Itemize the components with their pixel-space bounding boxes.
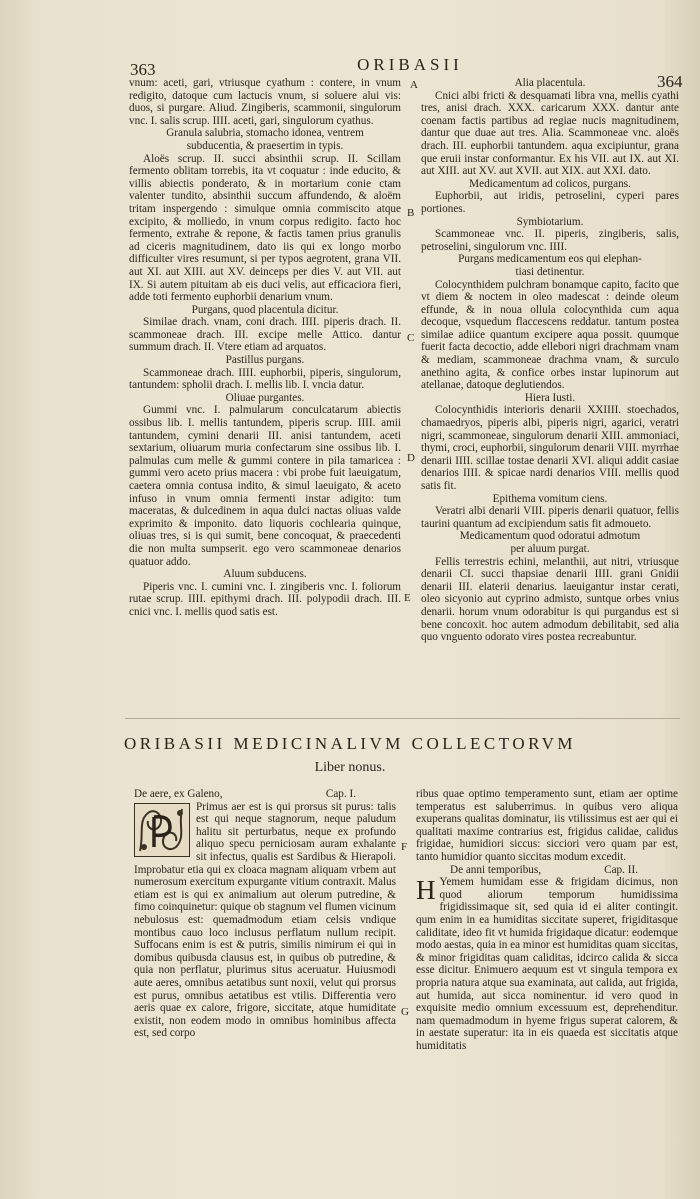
section-heading: subducentia, & praesertim in typis. (186, 139, 344, 152)
section-heading: Aluum subducens. (223, 568, 307, 581)
chapter-heading (134, 788, 396, 801)
chapter-1 (134, 788, 396, 1040)
margin-letter: B (407, 207, 415, 219)
margin-letter: C (407, 332, 415, 344)
section-heading: Granula salubria, stomacho idonea, ventrem (166, 127, 364, 140)
margin-letter: F (401, 841, 408, 853)
paragraph: Euphorbii, aut iridis, petroselini, cyperi pares portiones. (421, 190, 679, 215)
chapter-heading-number: Cap. II. (604, 863, 638, 876)
left-column (129, 77, 401, 619)
right-column (421, 77, 679, 644)
paragraph: Aloës scrup. II. succi absinthii scrup. II. Scillam fermento oblitam torrebis, ita vt coquatur : inde educito, & villis abiectis ponderato, & in mortarium conie ctam valenter tundito, absinthii succum affundendo, & aloëm tritam inspergendo : simulque omnia commiscito atque excipito, & molliedo, in vnum corpus redigito. facto hoc fermento, extrahe & repone, & factis tamen prius granulis ad ciceris magnitudinem, dato iis qui ex longo morbo difficulter vires resumunt, si per typos aegrotent, grana VII. aut XI. aut XIII. aut XV. deinceps per dies V. aut VII. aut IX. Si autem pituitam ab eis duci velis, aut efficaciora fieri, adde toti fermento euphorbii denarium vnum. (129, 152, 401, 304)
page-number-right: 364 (657, 72, 683, 91)
paragraph: Primus aer est is qui prorsus sit purus: talis est qui neque stagnorum, neque paludum halitu sit perturbatus, neque ex profundo aliquo specu perniciosam auram exhalante sit infectus, qualis est Sardibus & Hierapoli. Improbatur etia qui ex cloaca magnam aliquam vrbem aut numerosum exercitum expurgante vitium contraxit. Malus etiam est is qui ex animalium aut olerum putredine, & fimo coinquinetur: quique ob stagnum vel flumen vicinum nebulosus est: quemadmodum etiam celsis vndique montibus cauo loco inclusus perflatum nullum recipit. Suffocans enim is est & putris, similis nimirum ei qui in domibus quibusda clausus est, in quibus ob putredine, & quia non perflatur, plurimus situs aceruatur. Huiusmodi aute aeres, omnibus aetatibus sunt noxii, velut qui prorsus est purus, omnibus aetatibus est vtilis. Differentia vero aeris quae ex calore, frigore, siccitate, atque humiditate existit, non eodem modo in omnibus hominibus affecta est, sed corpo (134, 800, 396, 1040)
paragraph: Yemem humidam esse & frigidam dicimus, non quod aliorum temporum humidissima frigidissimaque sit, sed quia id ei aliter contingit. qum enim in ea humiditas siccitate superet, frigiditasque caliditate, ideo fit vt humida frigidaque dicatur: eodemque modo aestas, quia in ea minor est humiditas quam siccitas, & minor frigiditas quam caliditas, idcirco calida & sicca esse dicitur. Enimuero aequum est vt singula tempora ex propria natura atque sua examinata, aut calida, aut frigida, aut humida, aut sicca nominentur. id vero quod in exquisite medio omnium excessuum est, deprehenditur. nam quemadmodum in hyeme frigus superat calorem, & in aestate superatur: ita in eis quaeda est siccitatis atque humiditatis (416, 876, 678, 1052)
paragraph: Scammoneae drach. IIII. euphorbii, piperis, singulorum, tantundem: spholii drach. I. mellis lib. I. vncia datur. (129, 366, 401, 392)
running-title: ORIBASII (357, 55, 463, 74)
margin-letter: D (407, 452, 415, 464)
book-title: ORIBASII MEDICINALIVM COLLECTORVM (124, 734, 576, 753)
section-heading: Epithema vomitum ciens. (492, 492, 608, 505)
chapter-heading-number: Cap. I. (325, 788, 356, 800)
section-heading: Purgans, quod placentula dicitur. (191, 303, 339, 316)
section-heading: Pastillus purgans. (225, 354, 305, 367)
chapter-heading (416, 864, 678, 877)
paragraph: Cnici albi fricti & desquamati libra vna, mellis cyathi tres, anisi drach. XXX. caricarum XXX. dantur ante coenam factis partibus ad regiae nucis magnitudinem, dantur que duae aut tres. Alia. Scammoneae vnc. aloës drach. III. euphorbii tantundem. aqua excipiuntur, grana que eruii instar conformantur. Ex his VII. aut IX. aut XI. aut XIII. aut XV. aut XVII. aut XIX. aut XXI. dato. (421, 89, 679, 178)
paragraph: Colocynthidem pulchram bonamque capito, facito que vt diem & noctem in oleo madescat : deinde oleum effunde, & in noua ollula colocynthida cum aqua decoque, vsquedum flaccescens reddatur. tantum postea similae adiice quantum excipere aqua possit. quumque fuerit facta decoctio, adde ellebori nigri drachmam vnam & mediam, scammoneae drachma vnam, & surculo anethino agita, & confice orbes instar lupinorum aut atellanae, datoque deglutiendos. (421, 278, 679, 392)
book-subtitle: Liber nonus. (314, 760, 386, 775)
section-heading: per aluum purgat. (510, 542, 590, 555)
page-number-left: 363 (130, 60, 156, 79)
margin-letter: G (401, 1006, 409, 1018)
section-heading: Hiera Iusti. (524, 391, 576, 404)
drop-initial: H (416, 875, 436, 906)
section-heading: Medicamentum ad colicos, purgans. (469, 177, 631, 190)
decorated-initial-p (134, 803, 190, 857)
divider (125, 718, 680, 719)
paragraph: Piperis vnc. I. cumini vnc. I. zingiberis vnc. I. foliorum rutae scrup. IIII. epithymi drach. III. polypodii drach. III. cnici vnc. I. mellis quod satis est. (129, 580, 401, 618)
paragraph: Scammoneae vnc. II. piperis, zingiberis, salis, petroselini, singulorum vnc. IIII. (421, 228, 679, 253)
chapter-2 (416, 788, 678, 1052)
section-heading: Symbiotarium. (516, 215, 584, 228)
paragraph: Similae drach. vnam, coni drach. IIII. piperis drach. II. scammoneae drach. III. excipe melle Attico. dantur summum drach. II. Vtere etiam ad arquatos. (129, 316, 401, 354)
margin-letter: A (410, 79, 418, 91)
section-heading: Oliuae purgantes. (225, 391, 305, 404)
paragraph: Gummi vnc. I. palmularum conculcatarum abiectis ossibus lib. I. mellis tantundem, piperis scrup. IIII. amii tantundem, cymini denarii III. anisi tantundem, aceti sextarium, oliuarum muria confectarum sine ossibus lib. I. palmulas cum melle & gummi contere in pila tamaricea : gummi vero aceto prius macera : vbi probe fuit laeuigatum, caetera omnia contusa indito, & simul laeuigato, & aceto infuso in vnum omnia fermenti instar adigito: tum maceratas, & dulcedinem in aqua dulci nactas oliuas valde exprimito & imponito. dato liquoris cochlearia quinque, oliuas tres, si is qui sumit, bene concoquat, & praecedenti die non multa sumpserit. ego vero scammoneae denarios quatuor addo. (129, 404, 401, 568)
chapter-heading-title: De aere, ex Galeno, (134, 788, 223, 800)
section-heading: tiasi detinentur. (515, 265, 585, 278)
paragraph: Colocynthidis interioris denarii XXIIII. stoechados, chamaedryos, piperis albi, piperis nigri, agarici, veratri nigri, scammoneae, singulorum denarii XIII. ammoniaci, thymi, croci, euphorbii, singulorum denarii VIII. myrrhae denarii IIII. scillae tostae denarii XVI. aliqui addit casiae denarios IIII. & spicae nardi denarios VIII. mellis quod satis fit. (421, 404, 679, 492)
paragraph: Fellis terrestris echini, melanthii, aut nitri, vtriusque denarii CI. succi thapsiae denarii IIII. grani Gnidii denarii III. elaterii denarius. laeuigantur instar cerati, oleo sicyonio aut cyprino admisto, suntque orbes vnius denarii. horum vnum odorabitur is qui purgandus est si bene concoxit. hoc autem admodum debilitabit, sed alia quo vnguento odorato vires postea recreabuntur. (421, 555, 679, 644)
paragraph: ribus quae optimo temperamento sunt, etiam aer optime temperatus est saluberrimus. in quibus vero aliqua exuperans qualitas dominatur, iis vtilissimus est aer qui ei qualitati maxime contrarius est, frigidus calidae, calidus frigidae, humidiori siccus: sicciori vero quam par est, tanto humidior quanto siccitas modum excedit. (416, 788, 678, 863)
chapter-heading-title: De anni temporibus, (450, 863, 542, 876)
margin-letter: E (404, 592, 411, 604)
paragraph: Veratri albi denarii VIII. piperis denarii quatuor, fellis taurini quantum ad excipiendum satis fit admoueto. (421, 505, 679, 530)
section-heading: Purgans medicamentum eos qui elephan- (458, 253, 642, 266)
section-heading: Alia placentula. (514, 77, 586, 89)
paragraph: vnum: aceti, gari, vtriusque cyathum : contere, in vnum redigito, datoque cum lactucis vnum, si soluere alui vis: duos, si purgare. Aliud. Zingiberis, scammonii, singulorum vnc. I. salis scrup. IIII. aceti, gari, singulorum cyathus. (129, 77, 401, 127)
section-heading: Medicamentum quod odoratui admotum (459, 530, 641, 543)
